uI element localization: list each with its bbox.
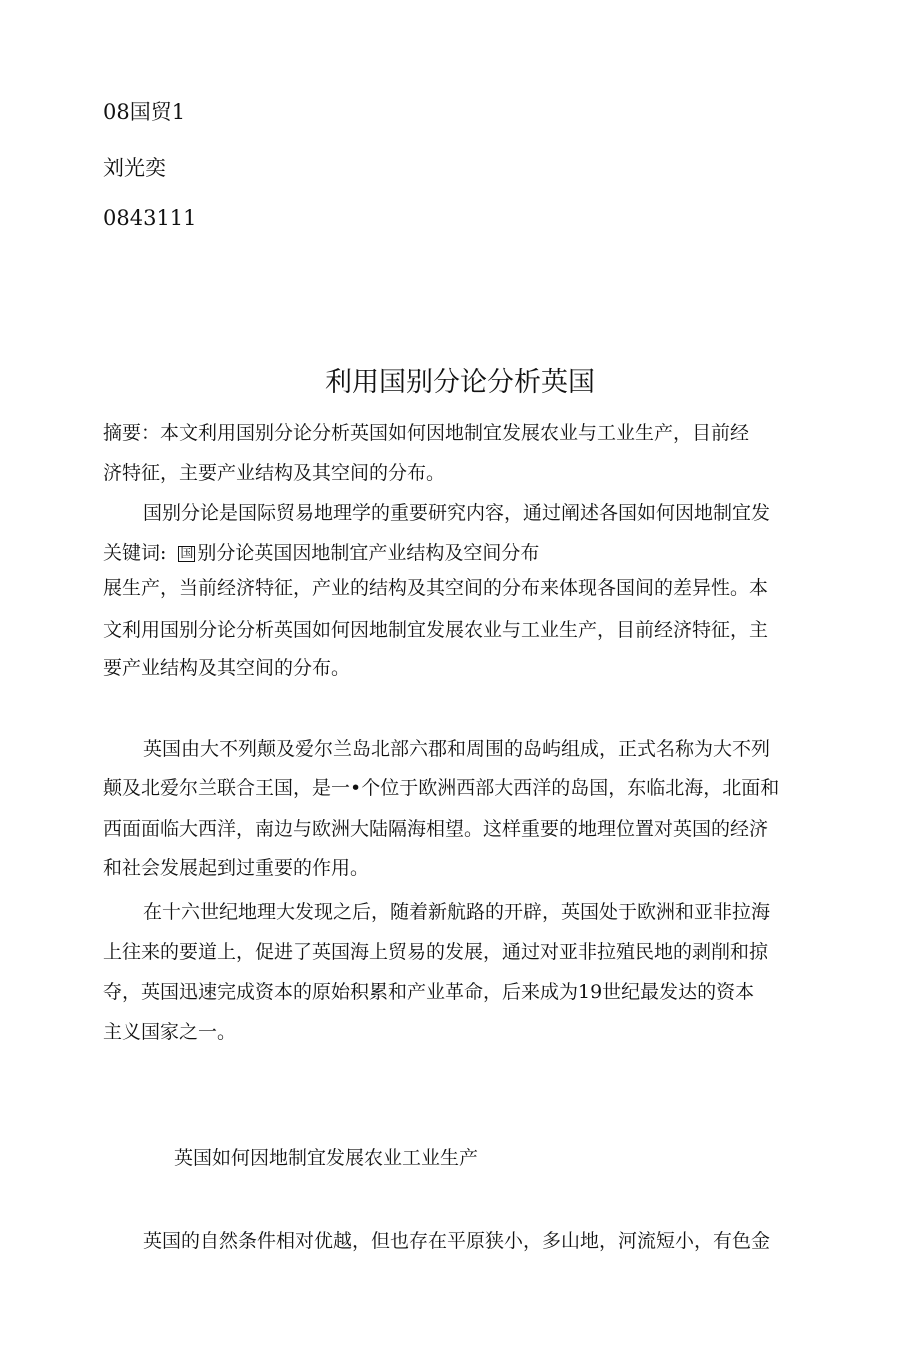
- history-paragraph-line-4: 主义国家之一。: [103, 1021, 237, 1043]
- geo-paragraph-line-2: 颠及北爱尔兰联合王国，是一•个位于欧洲西部大西洋的岛国，东临北海，北面和: [103, 777, 780, 799]
- section-heading: 英国如何因地制宜发展农业工业生产: [174, 1147, 479, 1169]
- history-paragraph-line-2: 上往来的要道上，促进了英国海上贸易的发展，通过对亚非拉殖民地的剥削和掠: [103, 941, 769, 963]
- nature-paragraph-line-1: 英国的自然条件相对优越，但也存在平原狭小，多山地，河流短小，有色金: [143, 1230, 771, 1252]
- geo-paragraph-line-1: 英国由大不列颠及爱尔兰岛北部六郡和周围的岛屿组成，正式名称为大不列: [143, 738, 771, 760]
- history-paragraph-line-3: 夺，英国迅速完成资本的原始积累和产业革命，后来成为19世纪最发达的资本: [103, 981, 755, 1003]
- geo-paragraph-line-4: 和社会发展起到过重要的作用。: [103, 857, 370, 879]
- history-paragraph-line-1: 在十六世纪地理大发现之后，随着新航路的开辟，英国处于欧洲和亚非拉海: [143, 901, 771, 923]
- author-name: 刘光奕: [103, 156, 166, 180]
- keywords-line: [103, 541, 539, 565]
- student-id: 0843111: [103, 206, 197, 230]
- class-label: 08国贸1: [103, 100, 186, 124]
- geo-paragraph-line-3: 西面面临大西洋，南边与欧洲大陆隔海相望。这样重要的地理位置对英国的经济: [103, 818, 769, 840]
- page-title: 利用国别分论分析英国: [325, 367, 595, 398]
- abstract-line-2: 济特征，主要产业结构及其空间的分布。: [103, 462, 446, 484]
- keywords-label: 关键词:: [103, 542, 167, 564]
- intro-line-2: 展生产，当前经济特征，产业的结构及其空间的分布来体现各国间的差异性。本: [103, 577, 769, 599]
- intro-line-4: 要产业结构及其空间的分布。: [103, 657, 351, 679]
- intro-line-3: 文利用国别分论分析英国如何因地制宜发展农业与工业生产，目前经济特征，主: [103, 619, 769, 641]
- abstract-line-1: 摘要：本文利用国别分论分析英国如何因地制宜发展农业与工业生产，目前经: [103, 422, 750, 444]
- keywords-text: 别分论英国因地制宜产业结构及空间分布: [197, 542, 540, 564]
- intro-line-1: 国别分论是国际贸易地理学的重要研究内容，通过阐述各国如何因地制宜发: [143, 502, 771, 524]
- keywords-box-char: 国: [180, 546, 194, 561]
